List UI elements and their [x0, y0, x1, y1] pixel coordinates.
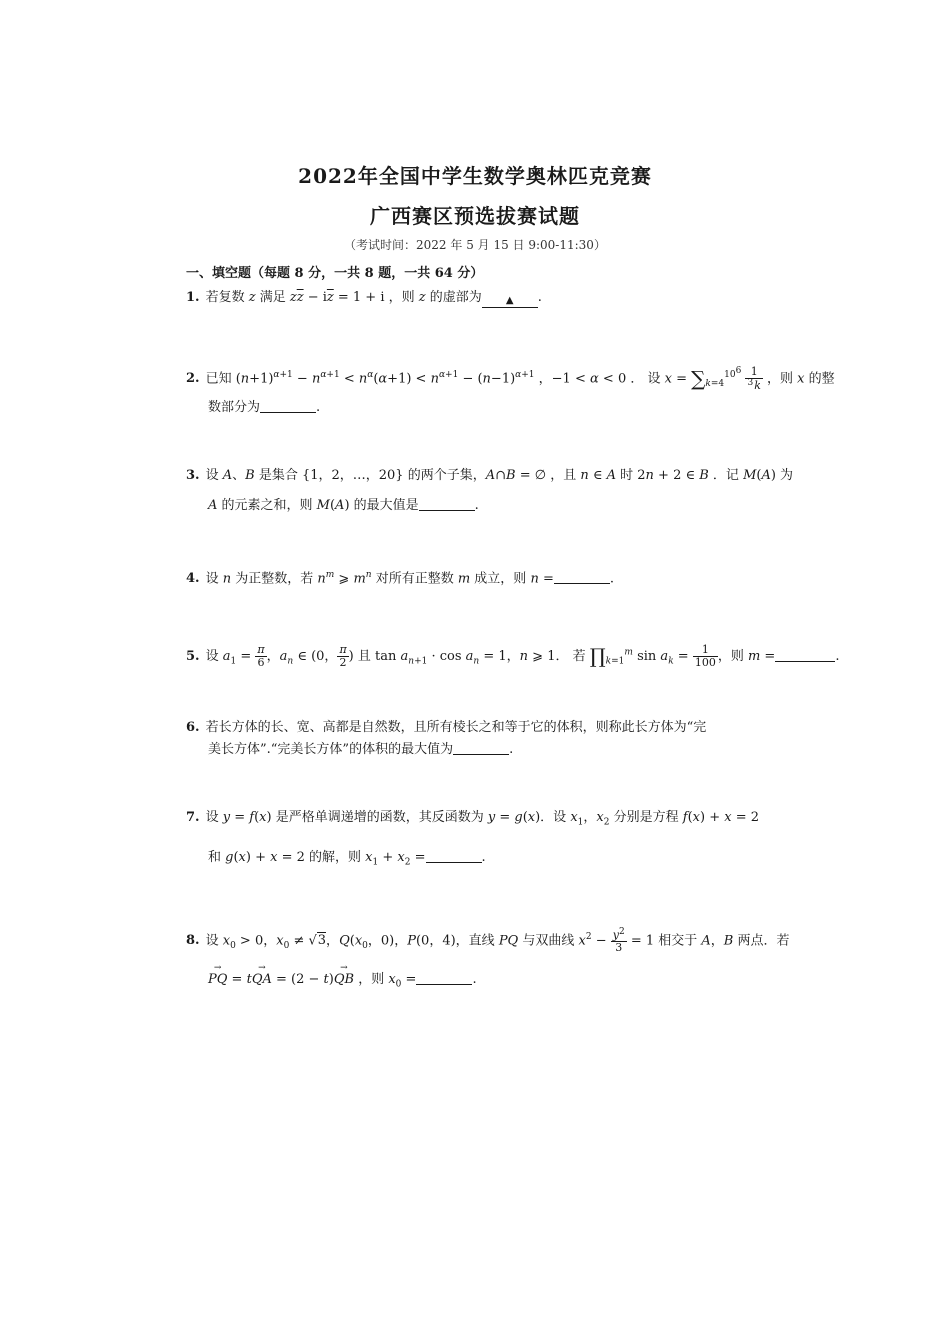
question-number: 3. — [186, 468, 200, 483]
answer-blank-5[interactable] — [775, 649, 835, 662]
answer-blank-6[interactable] — [453, 742, 509, 755]
section-heading: 一、填空题（每题 8 分，一共 8 题，一共 64 分） — [186, 266, 484, 281]
question-3-line2: A 的元素之和，则 M(A) 的最大值是 . — [208, 498, 479, 513]
title-line1: 2022年全国中学生数学奥林匹克竞赛 — [298, 164, 652, 188]
question-5-line1: 5. 设 $a_1$ = $\frac{\pi}{6}$ ，$a_n$ ∈ (0， $\frac{\pi}{2}$ ) 且 $\tan a_{n+1} \cdot \cos a_n = 1$，n ⩾ 1． 若 $\prod_{k=1}^m$ $\sin a_k$ = $\frac{1}{100}$ ，则 m = . — [186, 643, 840, 669]
question-number: 7. — [186, 810, 200, 825]
exam-time: （考试时间：2022 年 5 月 15 日 9:00-11:30） — [344, 238, 606, 252]
question-6-line2: 美长方体”.“完美长方体”的体积的最大值为 . — [208, 742, 514, 757]
answer-blank-8[interactable] — [416, 972, 472, 985]
question-6-line1: 6. 若长方体的长、宽、高都是自然数，且所有棱长之和等于它的体积，则称此长方体为“完 — [186, 720, 707, 735]
question-4-line1: 4. 设 n 为正整数，若 $n^m$ ⩾ $m^n$ 对所有正整数 m 成立，则 n = . — [186, 570, 614, 587]
answer-blank-4[interactable] — [554, 571, 610, 584]
answer-blank-2[interactable] — [260, 400, 316, 413]
question-number: 6. — [186, 720, 200, 735]
question-number: 4. — [186, 571, 200, 587]
question-1-line1: 1. 若复数 z 满足 $z\overline{z} - i\overline{z} = 1 + i$ ，则 z 的虚部为 ▲ . — [186, 290, 542, 306]
question-3-line1: 3. 设 A、B 是集合 {1，2，…，20} 的两个子集，A∩B = ∅ ，且 n ∈ A 时 2n + 2 ∈ B ．记 M(A) 为 — [186, 468, 794, 483]
answer-blank-3[interactable] — [419, 498, 475, 511]
question-7-line1: 7. 设 y = f(x) 是严格单调递增的函数，其反函数为 y = g(x)．设 $x_1$，$x_2$ 分别是方程 f(x) + x = 2 — [186, 810, 760, 828]
question-number: 8. — [186, 933, 200, 949]
answer-blank-7[interactable] — [426, 850, 482, 863]
question-8-line2: → PQ = t→ QA = (2 − t)→ QB ，则 $x_0$ = . — [208, 972, 477, 990]
title-line2: 广西赛区预选拔赛试题 — [370, 204, 580, 228]
question-8-line1: 8. 设 $x_0 > 0$，$x_0 \ne √3$，$Q(x_0$，0)，P(0，4)，直线 PQ 与双曲线 $x^2$ − $\frac{y^2}{3}$ = 1 相交于 A，B 两点．若 — [186, 927, 790, 955]
answer-blank-1[interactable]: ▲ — [482, 295, 538, 308]
question-number: 2. — [186, 371, 200, 387]
question-7-line2: 和 g(x) + x = 2 的解，则 $x_1 + x_2$ = . — [208, 850, 486, 868]
question-2-line1: 2. 已知 $(n+1)^{\alpha+1} - n^{\alpha+1} < n^\alpha(\alpha+1) < n^{\alpha+1} - (n-1)^{\alpha+1}$ ，−1 < α < 0 ． 设 $x = \sum_{k=4}^{10^6}$ $\frac{1}{^3k}$ ，则 x 的整 — [186, 365, 835, 393]
question-2-line2: 数部分为 . — [208, 400, 321, 415]
question-number: 5. — [186, 649, 200, 664]
question-number: 1. — [186, 290, 200, 305]
